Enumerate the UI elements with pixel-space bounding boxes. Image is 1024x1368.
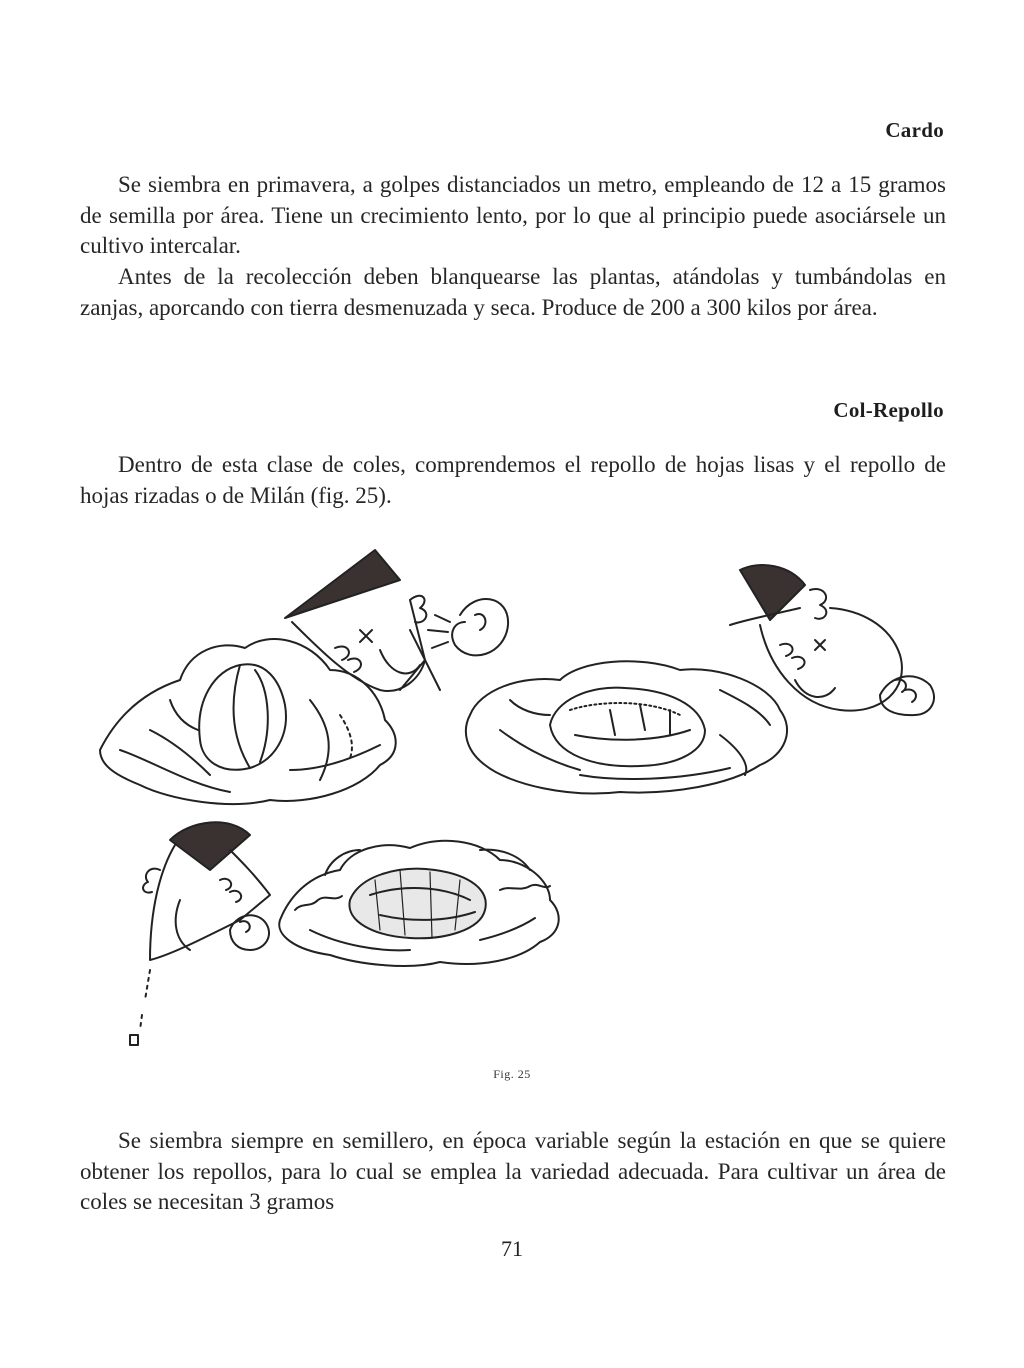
paragraph bbox=[80, 1126, 946, 1218]
page-number: 71 bbox=[501, 1236, 523, 1261]
cartoon-face-2-icon bbox=[730, 565, 934, 715]
figure-caption: Fig. 25 bbox=[493, 1067, 531, 1081]
section-heading-cardo: Cardo bbox=[885, 118, 944, 142]
cabbage-wide-middle-icon bbox=[466, 661, 787, 793]
cartoon-face-3-icon bbox=[130, 822, 270, 1045]
paragraph bbox=[80, 262, 946, 323]
paragraph-text: Se siembra en primavera, a golpes distanciados un metro, empleando de 12 a 15 gramos de semilla por área. Tiene un crecimiento lento, por lo que al principio puede asociársele un cultivo intercalar. bbox=[80, 172, 946, 258]
paragraph-text: Antes de la recolección deben blanquearse las plantas, atándolas y tumbándolas en zanjas, aporcando con tierra desmenuzada y seca. Produce de 200 a 300 kilos por área. bbox=[80, 264, 946, 320]
cabbage-curly-lower-icon bbox=[279, 841, 558, 966]
cabbage-illustration bbox=[80, 530, 960, 1070]
cartoon-face-1-icon bbox=[285, 550, 508, 691]
paragraph bbox=[80, 450, 946, 511]
section-heading-col-repollo: Col-Repollo bbox=[833, 398, 944, 422]
paragraph-text: Se siembra siempre en semillero, en época variable según la estación en que se quiere obtener los repollos, para lo cual se emplea la variedad adecuada. Para cultivar un área de coles se necesitan 3 gramos bbox=[80, 1128, 946, 1214]
paragraph-text: Dentro de esta clase de coles, comprendemos el repollo de hojas lisas y el repollo de hojas rizadas o de Milán (fig. 25). bbox=[80, 452, 946, 508]
paragraph bbox=[80, 170, 946, 262]
cabbage-smooth-left-icon bbox=[100, 639, 396, 804]
